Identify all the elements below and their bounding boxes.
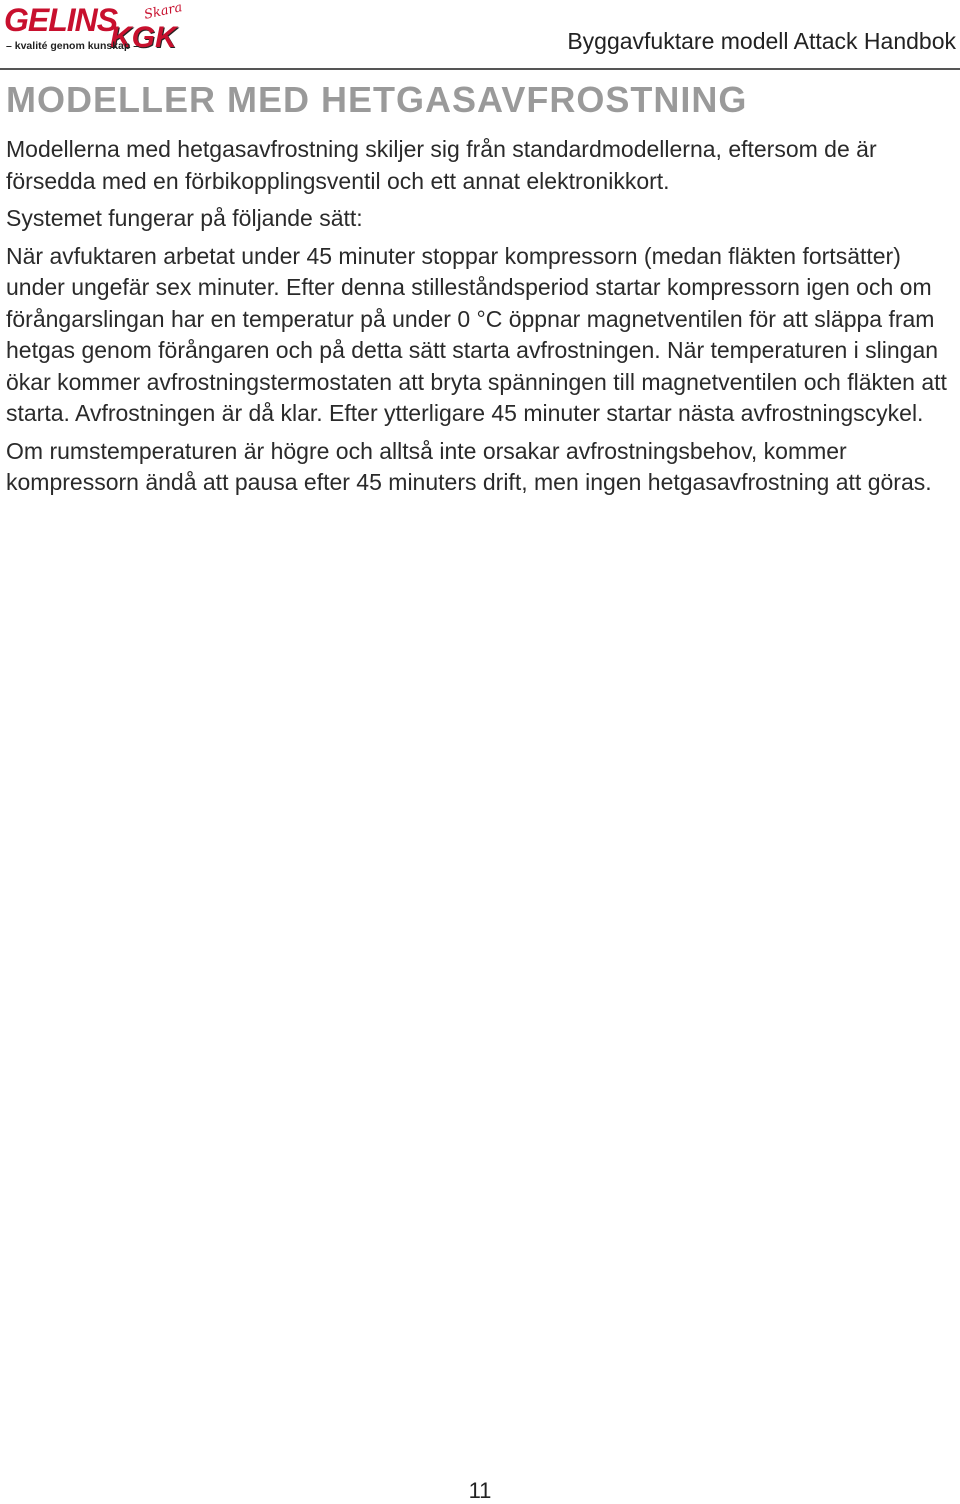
paragraph-room-temperature: Om rumstemperaturen är högre och alltså inte orsakar avfrostningsbehov, kommer kompressorn ändå att pausa efter 45 minuters drift, men ingen hetgasavfrostning att göras. bbox=[6, 437, 932, 495]
section-body bbox=[6, 134, 954, 505]
section-title: MODELLER MED HETGASAVFROSTNING bbox=[6, 79, 748, 120]
logo-location: Skara bbox=[142, 0, 184, 23]
logo-tagline: – kvalité genom kunskap – bbox=[6, 40, 140, 52]
document-title: Byggavfuktare modell Attack Handbok bbox=[567, 28, 956, 54]
company-logo bbox=[4, 0, 188, 62]
paragraph-system: Systemet fungerar på följande sätt: bbox=[6, 205, 363, 231]
logo-brand: GELINS bbox=[4, 2, 118, 38]
page-header bbox=[0, 0, 960, 70]
paragraph-intro: Modellerna med hetgasavfrostning skiljer sig från standardmodellerna, eftersom de är försedda med en förbikopplingsventil och ett annat elektronikkort. bbox=[6, 136, 877, 194]
logo-sub-brand: KGK bbox=[110, 21, 177, 54]
header-divider bbox=[0, 68, 960, 70]
page-number: 11 bbox=[468, 1478, 492, 1503]
paragraph-defrost-cycle: När avfuktaren arbetat under 45 minuter stoppar kompressorn (medan fläkten fortsätter) under ungefär sex minuter. Efter denna stilleståndsperiod startar kompressorn igen och om förångarslingan har en temperatur på under 0 °C öppnar magnetventilen för att släppa fram hetgas genom förångaren och på detta sätt starta avfrostningen. När temperaturen i slingan ökar kommer avfrostningstermostaten att bryta spänningen till magnetventilen och fläkten att starta. Avfrostningen är då klar. Efter ytterligare 45 minuter startar nästa avfrostningscykel. bbox=[6, 242, 947, 426]
